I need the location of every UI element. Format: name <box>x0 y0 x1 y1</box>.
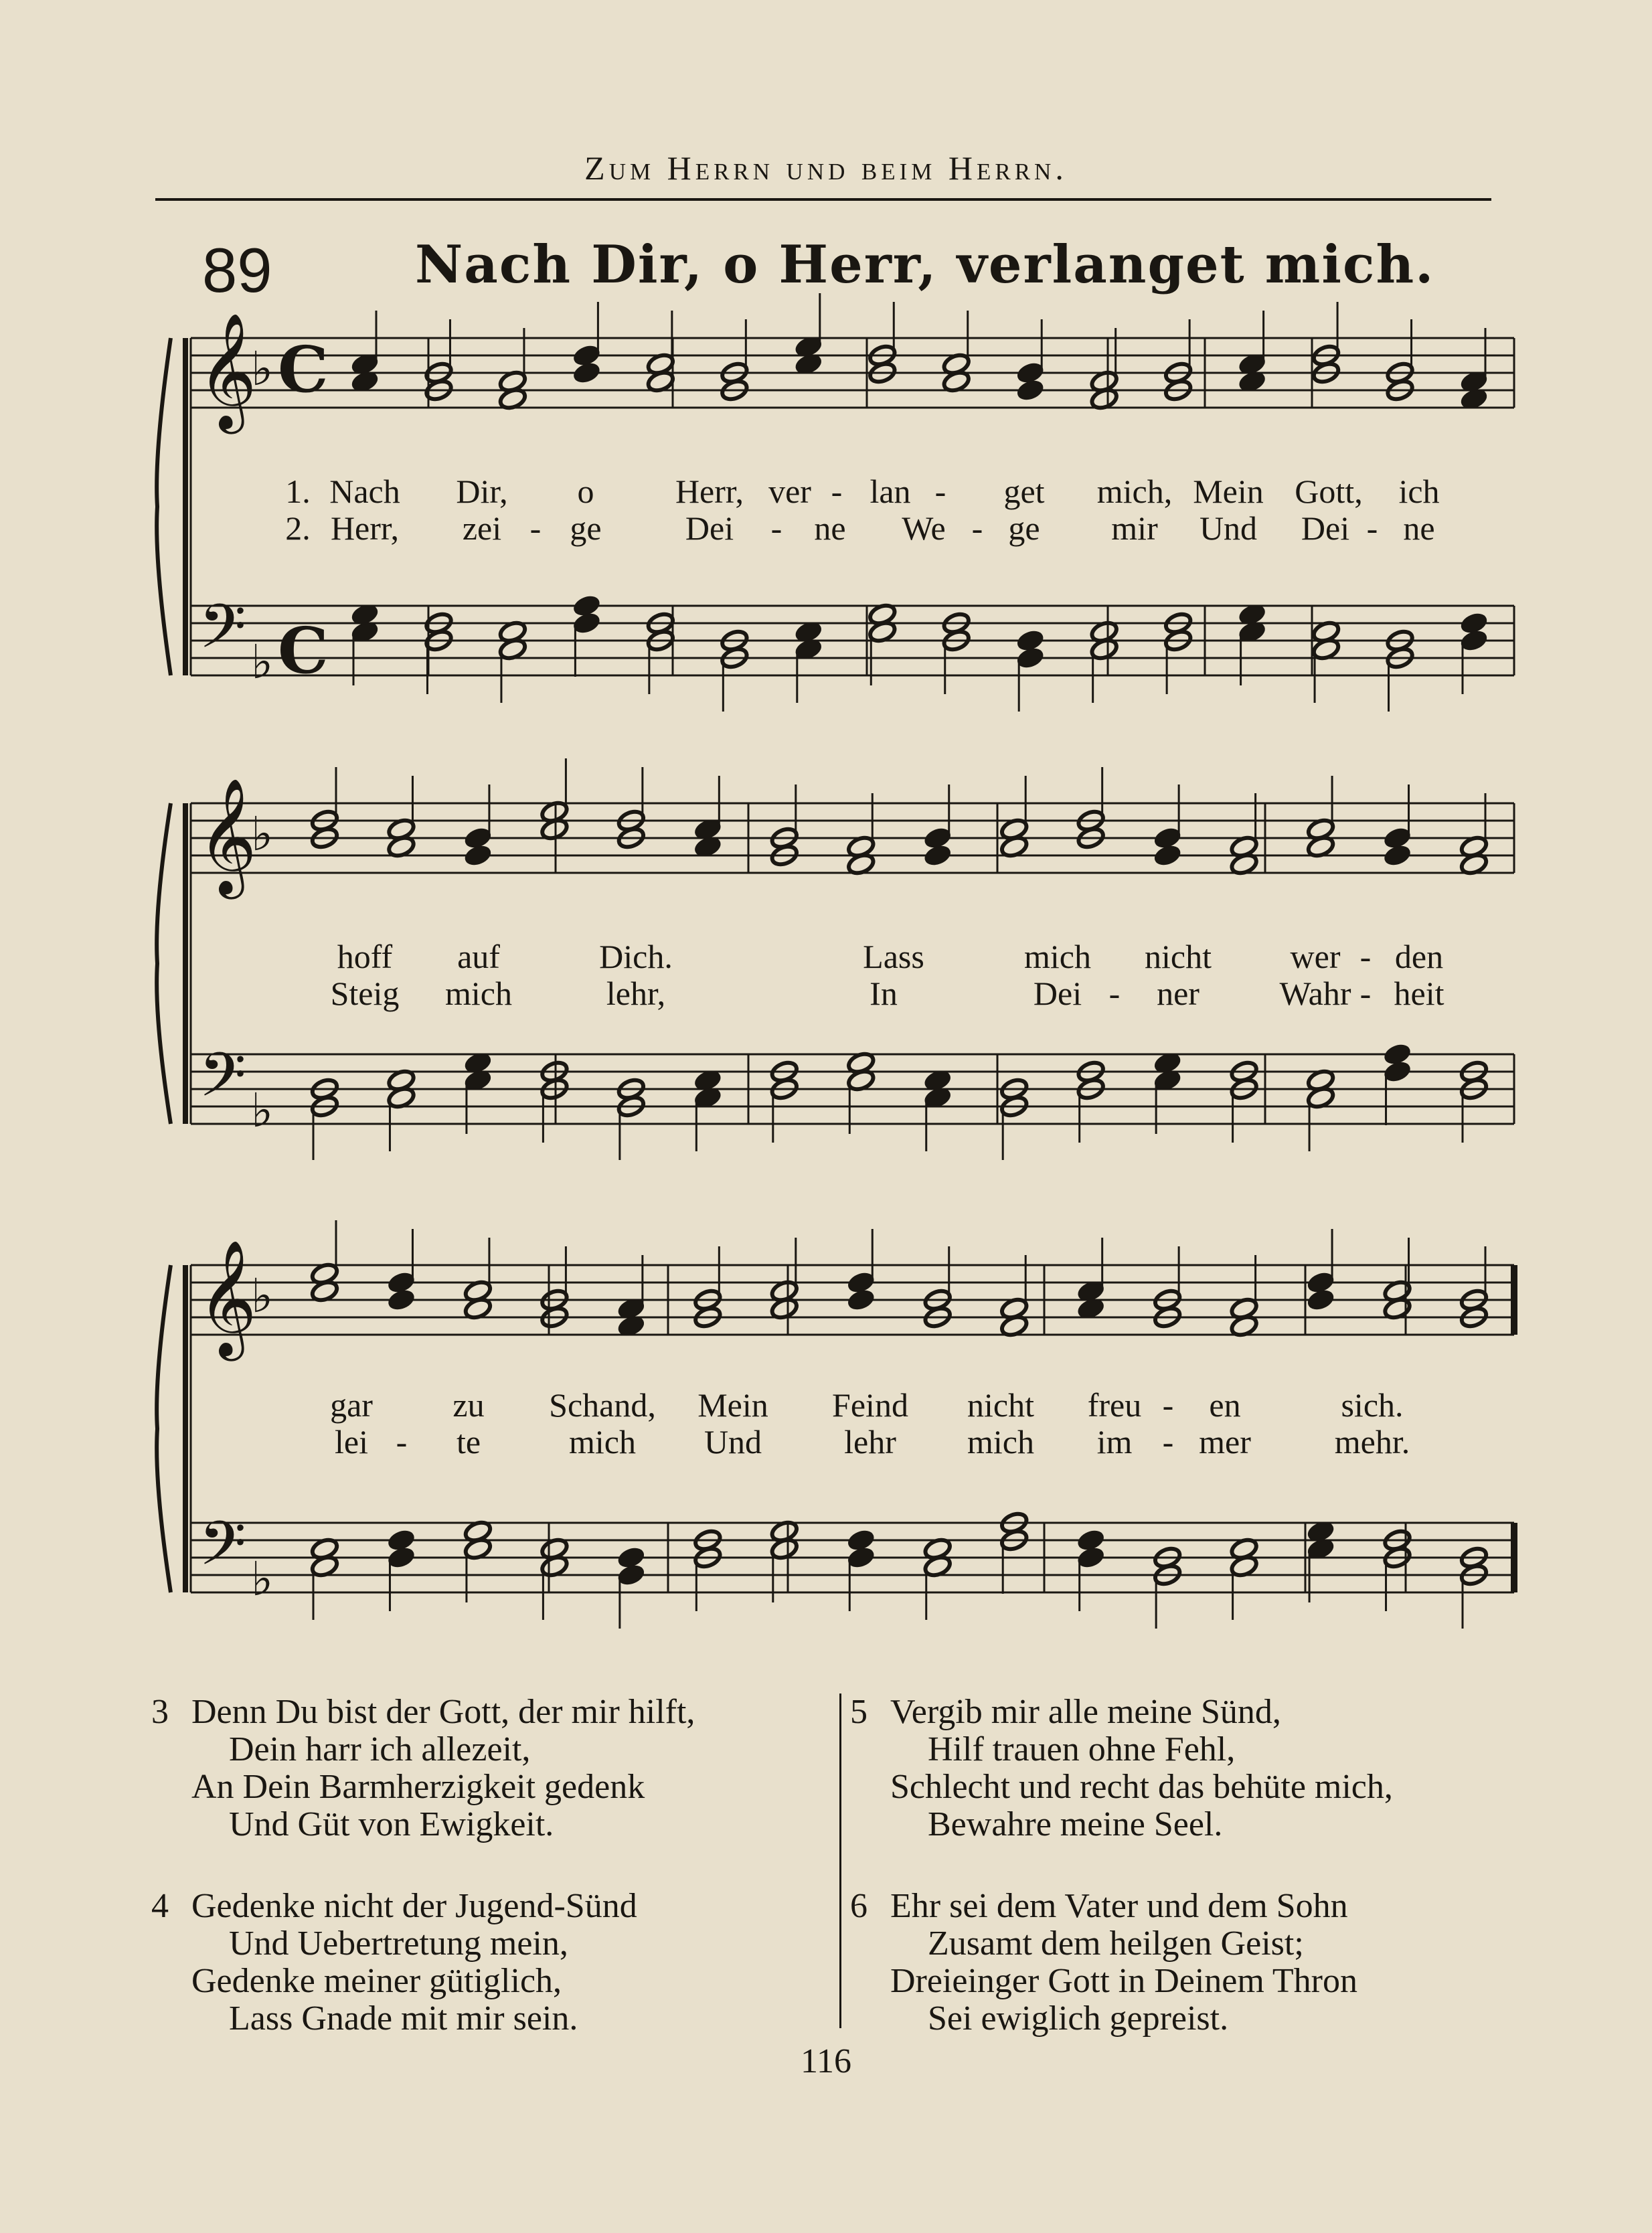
lyric-syllable: - <box>396 1423 408 1461</box>
stanza-number: 3 <box>151 1693 169 1731</box>
lyric-syllable: Steig <box>330 975 400 1012</box>
bass-clef-icon: 𝄢 <box>199 1040 246 1125</box>
lyric-syllable: heit <box>1394 975 1444 1012</box>
verse-number: 2. <box>285 509 311 547</box>
lyric-syllable: ge <box>570 509 602 547</box>
stanza-number: 4 <box>151 1887 169 1925</box>
bass-note <box>1076 1546 1106 1570</box>
lyric-syllable: en <box>1209 1386 1241 1424</box>
lyric-syllable: nicht <box>1145 938 1212 975</box>
lyric-syllable: We <box>902 509 946 547</box>
treble-note <box>846 1288 876 1312</box>
brace <box>157 1265 171 1592</box>
bass-clef-icon: 𝄢 <box>199 591 246 677</box>
treble-clef-icon: 𝄞 <box>197 778 257 894</box>
lyric-syllable: ge <box>1008 509 1040 547</box>
lyric-syllable: zu <box>452 1386 485 1424</box>
stanza-line: Bewahre meine Seel. <box>928 1805 1223 1843</box>
verse-number: 1. <box>285 473 311 510</box>
stanza-line: Zusamt dem heilgen Geist; <box>928 1924 1304 1963</box>
treble-note <box>1382 843 1412 867</box>
stanza-line: Lass Gnade mit mir sein. <box>229 1999 578 2038</box>
lyric-syllable: mir <box>1111 509 1158 547</box>
lyric-syllable: In <box>870 975 898 1012</box>
lyric-syllable: lehr, <box>606 975 666 1012</box>
lyric-syllable: o <box>577 473 594 510</box>
lyric-syllable: mich <box>967 1423 1034 1461</box>
lyric-syllable: Feind <box>832 1386 908 1424</box>
lyric-syllable: nicht <box>967 1386 1034 1424</box>
stanza-line: Denn Du bist der Gott, der mir hilft, <box>191 1693 695 1731</box>
lyric-syllable: den <box>1394 938 1444 975</box>
treble-note <box>463 843 493 867</box>
lyric-syllable: Wahr <box>1279 975 1351 1012</box>
lyric-syllable: Und <box>1199 509 1258 547</box>
lyric-syllable: Mein <box>697 1386 768 1424</box>
lyric-syllable: mich <box>1024 938 1091 975</box>
stanza-line: Und Uebertretung mein, <box>229 1924 568 1963</box>
lyric-syllable: Schand, <box>549 1386 656 1424</box>
common-time-icon: C <box>278 614 329 688</box>
bass-note <box>616 1563 646 1587</box>
lyric-syllable: mich, <box>1096 473 1173 510</box>
lyric-syllable: Dir, <box>456 473 508 510</box>
brace <box>157 338 171 675</box>
lyric-syllable: - <box>1162 1423 1174 1461</box>
lyric-syllable: lan <box>870 473 911 510</box>
stanza-line: Hilf trauen ohne Fehl, <box>928 1730 1236 1768</box>
brace <box>157 803 171 1124</box>
lyric-syllable: mich <box>569 1423 636 1461</box>
lyric-syllable: Nach <box>329 473 400 510</box>
lyric-syllable: - <box>770 509 782 547</box>
lyric-syllable: get <box>1003 473 1045 510</box>
lyric-syllable: freu <box>1087 1386 1142 1424</box>
lyric-syllable: auf <box>457 938 500 975</box>
stanza-6 <box>850 1887 1357 2038</box>
lyric-syllable: - <box>831 473 843 510</box>
treble-note <box>1306 1288 1335 1312</box>
stanza-number: 5 <box>850 1693 868 1731</box>
lyric-syllable: lehr <box>844 1423 896 1461</box>
lyric-syllable: lei <box>335 1423 368 1461</box>
stanza-line: Dreieinger Gott in Deinem Thron <box>890 1962 1357 2000</box>
lyric-syllable: mer <box>1199 1423 1251 1461</box>
lyric-syllable: Herr, <box>675 473 744 510</box>
running-head: Zum Herrn und beim Herrn. <box>584 149 1068 187</box>
stanza-5 <box>850 1693 1393 1843</box>
lyric-syllable: Lass <box>863 938 924 975</box>
bass-note <box>1459 629 1489 653</box>
lyric-syllable: ner <box>1157 975 1200 1012</box>
lyric-syllable: te <box>456 1423 481 1461</box>
treble-note <box>572 361 601 385</box>
lyric-syllable: Dei <box>685 509 734 547</box>
lyric-syllable: ne <box>1403 509 1435 547</box>
stanza-4 <box>151 1887 637 2038</box>
stanza-line: Sei ewiglich gepreist. <box>928 1999 1229 2038</box>
lyric-syllable: hoff <box>337 938 393 975</box>
lyric-syllable: Und <box>704 1423 762 1461</box>
lyric-syllable: Dich. <box>599 938 673 975</box>
treble-note <box>386 1288 416 1312</box>
lyric-syllable: Mein <box>1193 473 1264 510</box>
bass-clef-icon: 𝄢 <box>199 1508 246 1594</box>
flat-icon: ♭ <box>251 1552 274 1606</box>
lyric-syllable: ich <box>1398 473 1440 510</box>
flat-icon: ♭ <box>251 341 274 396</box>
lyric-syllable: Gott, <box>1295 473 1363 510</box>
treble-note <box>1015 378 1045 402</box>
flat-icon: ♭ <box>251 635 274 689</box>
flat-icon: ♭ <box>251 1268 274 1323</box>
lyric-syllable: ver <box>768 473 811 510</box>
lyric-syllable: wer <box>1290 938 1341 975</box>
hymn-number: 89 <box>202 235 272 305</box>
bass-note <box>1015 646 1045 670</box>
stanza-line: An Dein Barmherzigkeit gedenk <box>191 1768 645 1806</box>
lyric-syllable: - <box>1359 975 1372 1012</box>
lyric-syllable: Herr, <box>330 509 400 547</box>
lyric-syllable: - <box>934 473 946 510</box>
lyric-syllable: - <box>529 509 542 547</box>
treble-clef-icon: 𝄞 <box>197 1240 257 1356</box>
stanza-line: Gedenke meiner gütiglich, <box>191 1962 562 2000</box>
bass-note <box>386 1546 416 1570</box>
lyric-syllable: - <box>1108 975 1121 1012</box>
stanza-3 <box>151 1693 695 1843</box>
flat-icon: ♭ <box>251 807 274 861</box>
treble-note <box>1153 843 1182 867</box>
flat-icon: ♭ <box>251 1083 274 1138</box>
lyric-syllable: Dei <box>1033 975 1082 1012</box>
stanza-line: Schlecht und recht das behüte mich, <box>890 1768 1393 1806</box>
lyric-syllable: - <box>1366 509 1378 547</box>
lyric-syllable: - <box>1162 1386 1174 1424</box>
lyric-syllable: mehr. <box>1334 1423 1410 1461</box>
lyric-syllable: - <box>1359 938 1372 975</box>
stanza-line: Und Güt von Ewigkeit. <box>229 1805 554 1843</box>
lyric-syllable: - <box>971 509 983 547</box>
treble-clef-icon: 𝄞 <box>197 313 257 429</box>
stanza-number: 6 <box>850 1887 868 1925</box>
column-divider <box>839 1693 841 2028</box>
stanza-line: Dein harr ich allezeit, <box>229 1730 531 1768</box>
lyric-syllable: zei <box>462 509 502 547</box>
lyric-syllable: sich. <box>1341 1386 1404 1424</box>
bass-note <box>572 611 601 635</box>
hymn-title: Nach Dir, o Herr, verlanget mich. <box>415 234 1435 295</box>
stanza-line: Gedenke nicht der Jugend-Sünd <box>191 1887 637 1925</box>
treble-note <box>923 843 953 867</box>
bass-note <box>846 1546 876 1570</box>
stanza-line: Ehr sei dem Vater und dem Sohn <box>890 1887 1348 1925</box>
page-number: 116 <box>800 2042 852 2080</box>
lyric-syllable: mich <box>445 975 512 1012</box>
lyric-syllable: ne <box>814 509 846 547</box>
bass-note <box>1382 1060 1412 1084</box>
lyric-syllable: im <box>1096 1423 1133 1461</box>
common-time-icon: C <box>278 333 329 407</box>
lyric-syllable: gar <box>330 1386 373 1424</box>
stanza-line: Vergib mir alle meine Sünd, <box>890 1693 1281 1731</box>
lyric-syllable: Dei <box>1301 509 1350 547</box>
